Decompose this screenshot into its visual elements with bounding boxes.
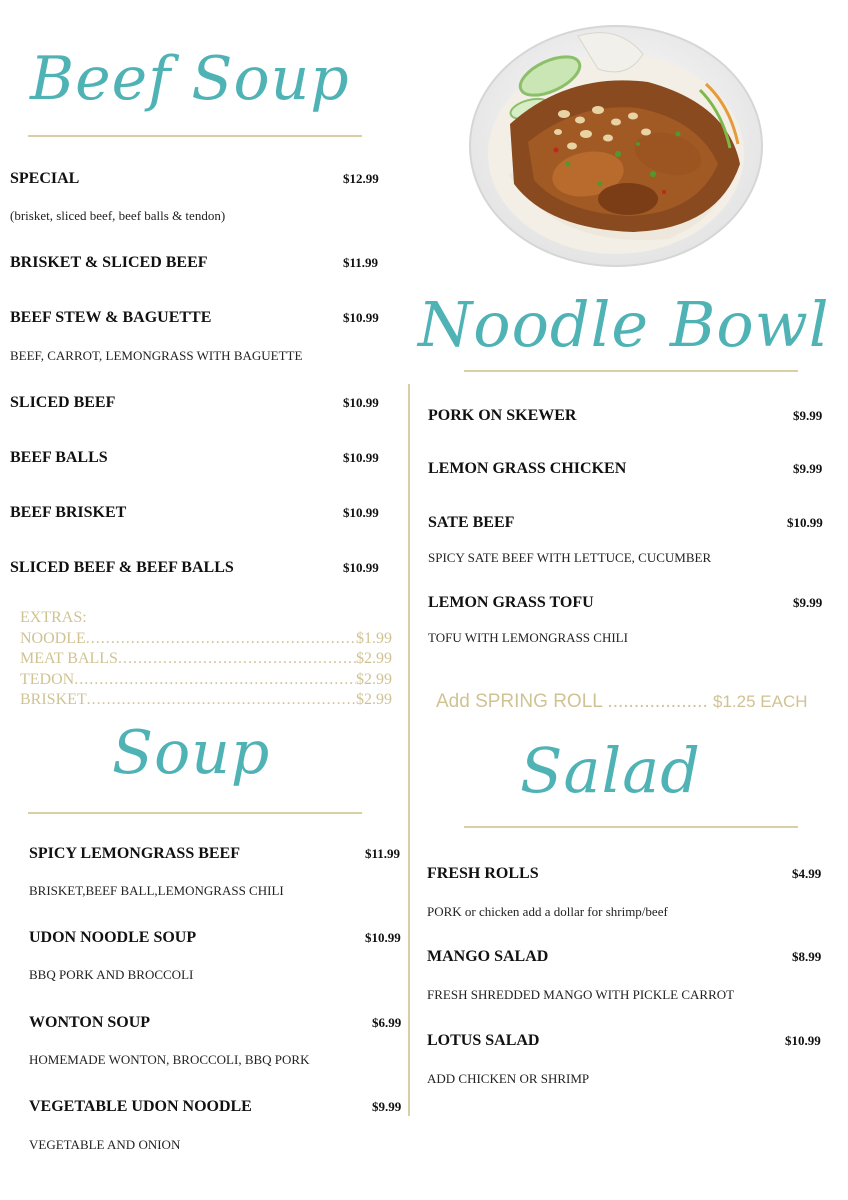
soup-title: Soup [112, 718, 271, 788]
menu-item-name: LEMON GRASS CHICKEN [428, 460, 627, 477]
menu-item-desc: PORK or chicken add a dollar for shrimp/beef [427, 904, 668, 919]
menu-item-name: WONTON SOUP [29, 1014, 151, 1031]
menu-item-name: UDON NOODLE SOUP [29, 929, 197, 946]
menu-item-price: $9.99 [793, 461, 823, 476]
menu-item-name: BRISKET & SLICED BEEF [10, 254, 208, 271]
menu-item-desc: (brisket, sliced beef, beef balls & tendon) [10, 208, 226, 223]
dot-leader [118, 649, 356, 670]
column-divider [408, 384, 410, 1116]
menu-item-price: $10.99 [785, 1033, 821, 1048]
salad-divider [464, 826, 798, 828]
menu-item-price: $9.99 [793, 408, 823, 423]
spring-roll-label: Add SPRING ROLL [436, 691, 603, 712]
menu-item-price: $9.99 [372, 1099, 402, 1114]
menu-item-price: $10.99 [365, 930, 401, 945]
menu-item-name: MANGO SALAD [427, 948, 549, 965]
dot-leader [74, 670, 356, 691]
dot-leader: ................... [607, 691, 708, 712]
dot-leader [86, 629, 356, 650]
menu-item-desc: SPICY SATE BEEF WITH LETTUCE, CUCUMBER [428, 550, 712, 565]
menu-item-price: $11.99 [343, 255, 379, 270]
menu-item-name: SPICY LEMONGRASS BEEF [29, 845, 240, 862]
extras-price: $2.99 [356, 691, 392, 708]
extras-row [20, 670, 392, 691]
menu-item-name: SPECIAL [10, 170, 80, 187]
extras-label: MEAT BALLS [20, 650, 118, 667]
menu-item-name: SLICED BEEF [10, 394, 116, 411]
spring-roll-price: $1.25 EACH [713, 692, 808, 711]
menu-item-price: $6.99 [372, 1015, 402, 1030]
extras-price: $2.99 [356, 650, 392, 667]
menu-item-desc: TOFU WITH LEMONGRASS CHILI [428, 630, 628, 645]
menu-item-price: $10.99 [343, 560, 379, 575]
extras-label: TEDON [20, 670, 75, 688]
menu-item-desc: BBQ PORK AND BROCCOLI [29, 967, 194, 982]
extras-price: $1.99 [356, 629, 392, 647]
beef-soup-divider [28, 135, 362, 137]
menu-item-price: $9.99 [793, 595, 823, 610]
menu-item-desc: ADD CHICKEN OR SHRIMP [427, 1071, 590, 1086]
extras-list [20, 608, 392, 711]
extras-label: BRISKET [20, 691, 87, 708]
dot-leader [87, 690, 356, 711]
extras-row [20, 690, 392, 711]
menu-item-name: LOTUS SALAD [427, 1032, 540, 1049]
soup-divider [28, 812, 362, 814]
noodle-bowl-divider [464, 370, 798, 372]
menu-item-name: PORK ON SKEWER [428, 407, 577, 424]
menu-item-name: BEEF BALLS [10, 449, 108, 466]
menu-item-name: BEEF STEW & BAGUETTE [10, 309, 212, 326]
menu-item-desc: HOMEMADE WONTON, BROCCOLI, BBQ PORK [29, 1052, 310, 1067]
menu-item-name: BEEF BRISKET [10, 504, 127, 521]
extras-row [20, 629, 392, 650]
menu-item-name: SATE BEEF [428, 514, 515, 531]
extras-row [20, 649, 392, 670]
menu-item-price: $10.99 [787, 515, 823, 530]
menu-item-price: $10.99 [343, 505, 379, 520]
menu-item-name: FRESH ROLLS [427, 865, 539, 882]
spring-roll-addon [436, 691, 808, 713]
menu-item-price: $10.99 [343, 395, 379, 410]
extras-heading: EXTRAS: [20, 609, 87, 626]
noodle-bowl-photo [468, 24, 764, 274]
noodle-bowl-title: Noodle Bowl [418, 288, 830, 361]
menu-item-name: VEGETABLE UDON NOODLE [29, 1098, 252, 1115]
menu-item-price: $8.99 [792, 949, 822, 964]
menu-item-desc: VEGETABLE AND ONION [29, 1137, 181, 1152]
beef-soup-title: Beef Soup [30, 44, 350, 114]
menu-item-price: $10.99 [343, 310, 379, 325]
menu-item-name: LEMON GRASS TOFU [428, 594, 594, 611]
menu-item-price: $10.99 [343, 450, 379, 465]
menu-item-price: $12.99 [343, 171, 379, 186]
extras-price: $2.99 [356, 670, 392, 688]
menu-item-price: $4.99 [792, 866, 822, 881]
extras-label: NOODLE [20, 629, 86, 647]
menu-item-desc: BRISKET,BEEF BALL,LEMONGRASS CHILI [29, 883, 284, 898]
salad-title: Salad [520, 734, 701, 807]
menu-item-name: SLICED BEEF & BEEF BALLS [10, 559, 234, 576]
menu-item-price: $11.99 [365, 846, 401, 861]
menu-item-desc: BEEF, CARROT, LEMONGRASS WITH BAGUETTE [10, 348, 303, 363]
menu-item-desc: FRESH SHREDDED MANGO WITH PICKLE CARROT [427, 987, 735, 1002]
